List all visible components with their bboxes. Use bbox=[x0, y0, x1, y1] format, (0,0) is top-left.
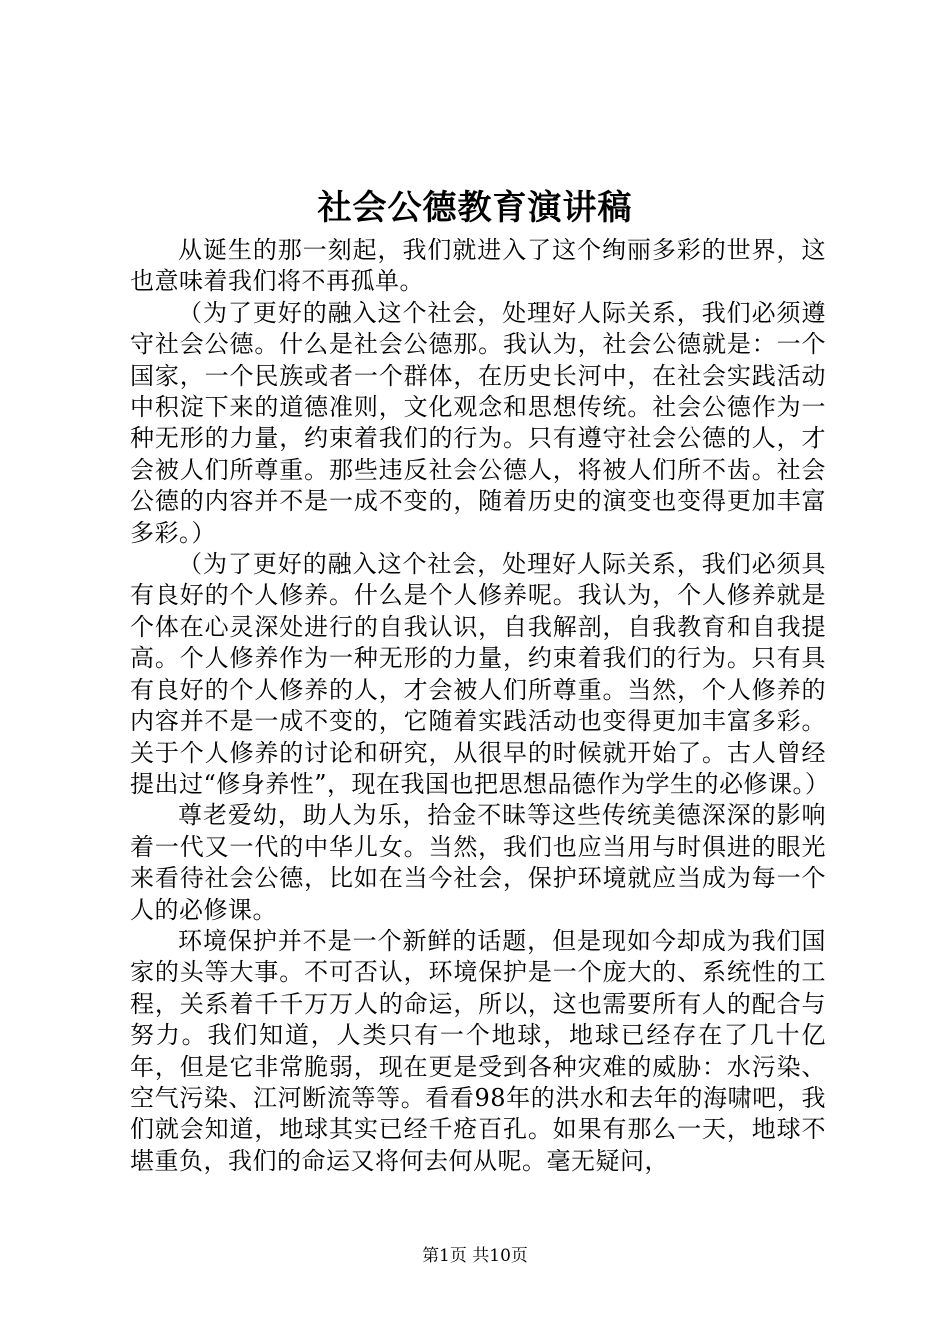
paragraph-environment-protection: 环境保护并不是一个新鲜的话题，但是现如今却成为我们国家的头等大事。不可否认，环境保护是一个庞大的、系统性的工程，关系着千千万万人的命运，所以，这也需要所有人的配合与努力。我们知道，人类只有一个地球，地球已经存在了几十亿年，但是它非常脆弱，现在更是受到各种灾难的威胁：水污染、空气污染、江河断流等等。看看98年的洪水和去年的海啸吧，我们就会知道，地球其实已经千疮百孔。如果有那么一天，地球不堪重负，我们的命运又将何去何从呢。毫无疑问， bbox=[130, 926, 826, 1175]
page-number-footer: 第1页 共10页 bbox=[422, 1246, 528, 1266]
paragraph-personal-cultivation: （为了更好的融入这个社会，处理好人际关系，我们必须具有良好的个人修养。什么是个人修养呢。我认为，个人修养就是个体在心灵深处进行的自我认识，自我解剖，自我教育和自我提高。个人修养作为一种无形的力量，约束着我们的行为。只有具有良好的个人修养的人，才会被人们所尊重。当然，个人修养的内容并不是一成不变的，它随着实践活动也变得更加丰富多彩。关于个人修养的讨论和研究，从很早的时候就开始了。古人曾经提出过“修身养性”，现在我国也把思想品德作为学生的必修课。） bbox=[130, 550, 830, 798]
document-body bbox=[130, 235, 830, 1177]
paragraph-traditional-virtues: 尊老爱幼，助人为乐，拾金不昧等这些传统美德深深的影响着一代又一代的中华儿女。当然，我们也应当用与时俱进的眼光来看待社会公德，比如在当今社会，保护环境就应当成为每一个人的必修课。 bbox=[130, 801, 826, 924]
paragraph-social-morality: （为了更好的融入这个社会，处理好人际关系，我们必须遵守社会公德。什么是社会公德那。我认为，社会公德就是：一个国家，一个民族或者一个群体，在历史长河中，在社会实践活动中积淀下来的道德准则，文化观念和思想传统。社会公德作为一种无形的力量，约束着我们的行为。只有遵守社会公德的人，才会被人们所尊重。那些违反社会公德人，将被人们所不齿。社会公德的内容并不是一成不变的，随着历史的演变也变得更加丰富多彩。） bbox=[130, 298, 826, 547]
document-title: 社会公德教育演讲稿 bbox=[317, 188, 633, 228]
paragraph-intro: 从诞生的那一刻起，我们就进入了这个绚丽多彩的世界，这也意味着我们将不再孤单。 bbox=[130, 236, 826, 296]
